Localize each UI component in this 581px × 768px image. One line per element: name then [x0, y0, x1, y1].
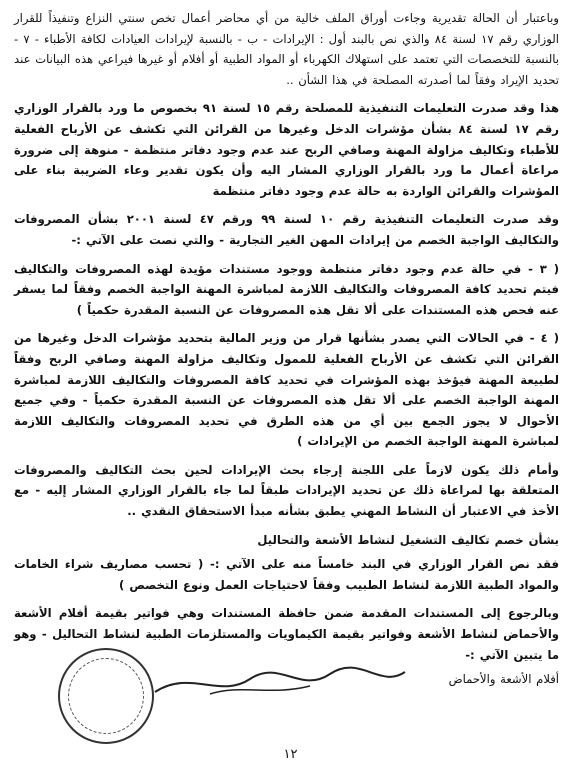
list-item: أفلام الأشعة والأحماض [448, 672, 559, 687]
paragraph-8: وبالرجوع إلى المستندات المقدمة ضمن حافظة المستندات وهي فواتير بقيمة أفلام الأشعة والأحماض لنشاط الأشعة وفواتير بقيمة الكيماويات والمستلزمات الطبية لنشاط التحاليل - وهو ما يتبين الآتي :- [14, 606, 559, 662]
paragraph-5: ( ٤ - في الحالات التي يصدر بشأنها قرار من وزير المالية بتحديد مؤشرات الدخل وغيرها من القرائن التي تكشف عن الأرباح الفعلية للممول وتكاليف مزاولة المهنة وصافي الربح وفقاً لطبيعة المهنة فيؤخذ بهذه المؤشرات في تحديد كافة المصروفات والتكاليف اللازمة لمباشرة المهنة الواجبة الخصم على ألا تقل هذه المصروفات عن النسبة المقدرة حكمياً - وفي جميع الأحوال لا يجوز الجمع بين أي من هذه الطرق في تحديد المصروفات والتكاليف اللازمة لمباشرة المهنة الواجبة الخصم من الإيرادات ) [14, 331, 559, 449]
official-stamp [58, 648, 154, 744]
paragraph-3: وقد صدرت التعليمات التنفيذية رقم ١٠ لسنة ٩٩ ورقم ٤٧ لسنة ٢٠٠١ بشأن المصروفات والتكاليف الواجبة الخصم من إيرادات المهن الغير التجارية - والتي نصت على الآتي :- [14, 212, 559, 247]
page-number: ١٢ [283, 747, 298, 762]
section-heading: بشأن خصم تكاليف التشغيل لنشاط الأشعة والتحاليل [257, 532, 559, 547]
paragraph-4: ( ٣ - في حالة عدم وجود دفاتر منتظمة ووجود مستندات مؤيدة لهذه المصروفات والتكاليف فيتم تحديد كافة المصروفات والتكاليف اللازمة لمباشرة المهنة الواجبة الخصم وفقاً لما يسفر عنه فحص هذه المستندات على ألا تقل هذه المصروفات عن النسبة المقدرة حكمياً ) [14, 261, 559, 317]
paragraph-7: فقد نص القرار الوزاري في البند خامساً منه على الآتي :- ( تحسب مصاريف شراء الخامات والمواد الطبية اللازمة لنشاط الطبيب وفقاً لاحتياجات العمل ونوع التخصص ) [14, 557, 559, 592]
handwritten-signature [150, 664, 410, 700]
paragraph-2: هذا وقد صدرت التعليمات التنفيذية للمصلحة رقم ١٥ لسنة ٩١ بخصوص ما ورد بالقرار الوزاري رقم ١٧ لسنة ٨٤ بشأن مؤشرات الدخل وغيرها من القرائن التي تكشف عن الأرباح الفعلية للأطباء وتكاليف مزاولة المهنة وصافي الربح عند عدم وجود دفاتر منتظمة - منوهة إلى ضرورة مراعاة أعمال ما ورد بالقرار الوزاري المشار اليه وأن يكون تقدير وعاء الضريبة بناء على المؤشرات والقرائن الواردة به حالة عدم وجود دفاتر منتظمة [14, 101, 559, 198]
paragraph-6: وأمام ذلك يكون لازماً على اللجنة إرجاء بحث الإيرادات لحين بحث التكاليف والمصروفات المتعلقة بها لمراعاة ذلك عن تحديد الإيرادات طبقاً لما جاء بالقرار الوزاري المشار إليه - مع الأخذ في الاعتبار أن النشاط المهني يطبق بشأنه مبدأ الاستحقاق النقدي .. [14, 462, 559, 519]
paragraph-1: وباعتبار أن الحالة تقديرية وجاءت أوراق الملف خالية من أي محاضر أعمال تخص سنتي النزاع وتنفيذاً للقرار الوزاري رقم ١٧ لسنة ٨٤ والذي نص بالبند أول : الإيرادات - ب - بالنسبة لإيرادات العيادات لكافة الأطباء - ٧ - بالنسبة للتخصصات التي تعتمد على استهلاك الكهرباء أو المواد الطبية أو أفلام أو غيرها فيراعي هذه البيانات عند تحديد الإيراد وفقاً لما أصدرته المصلحة في هذا الشأن .. [14, 11, 559, 87]
